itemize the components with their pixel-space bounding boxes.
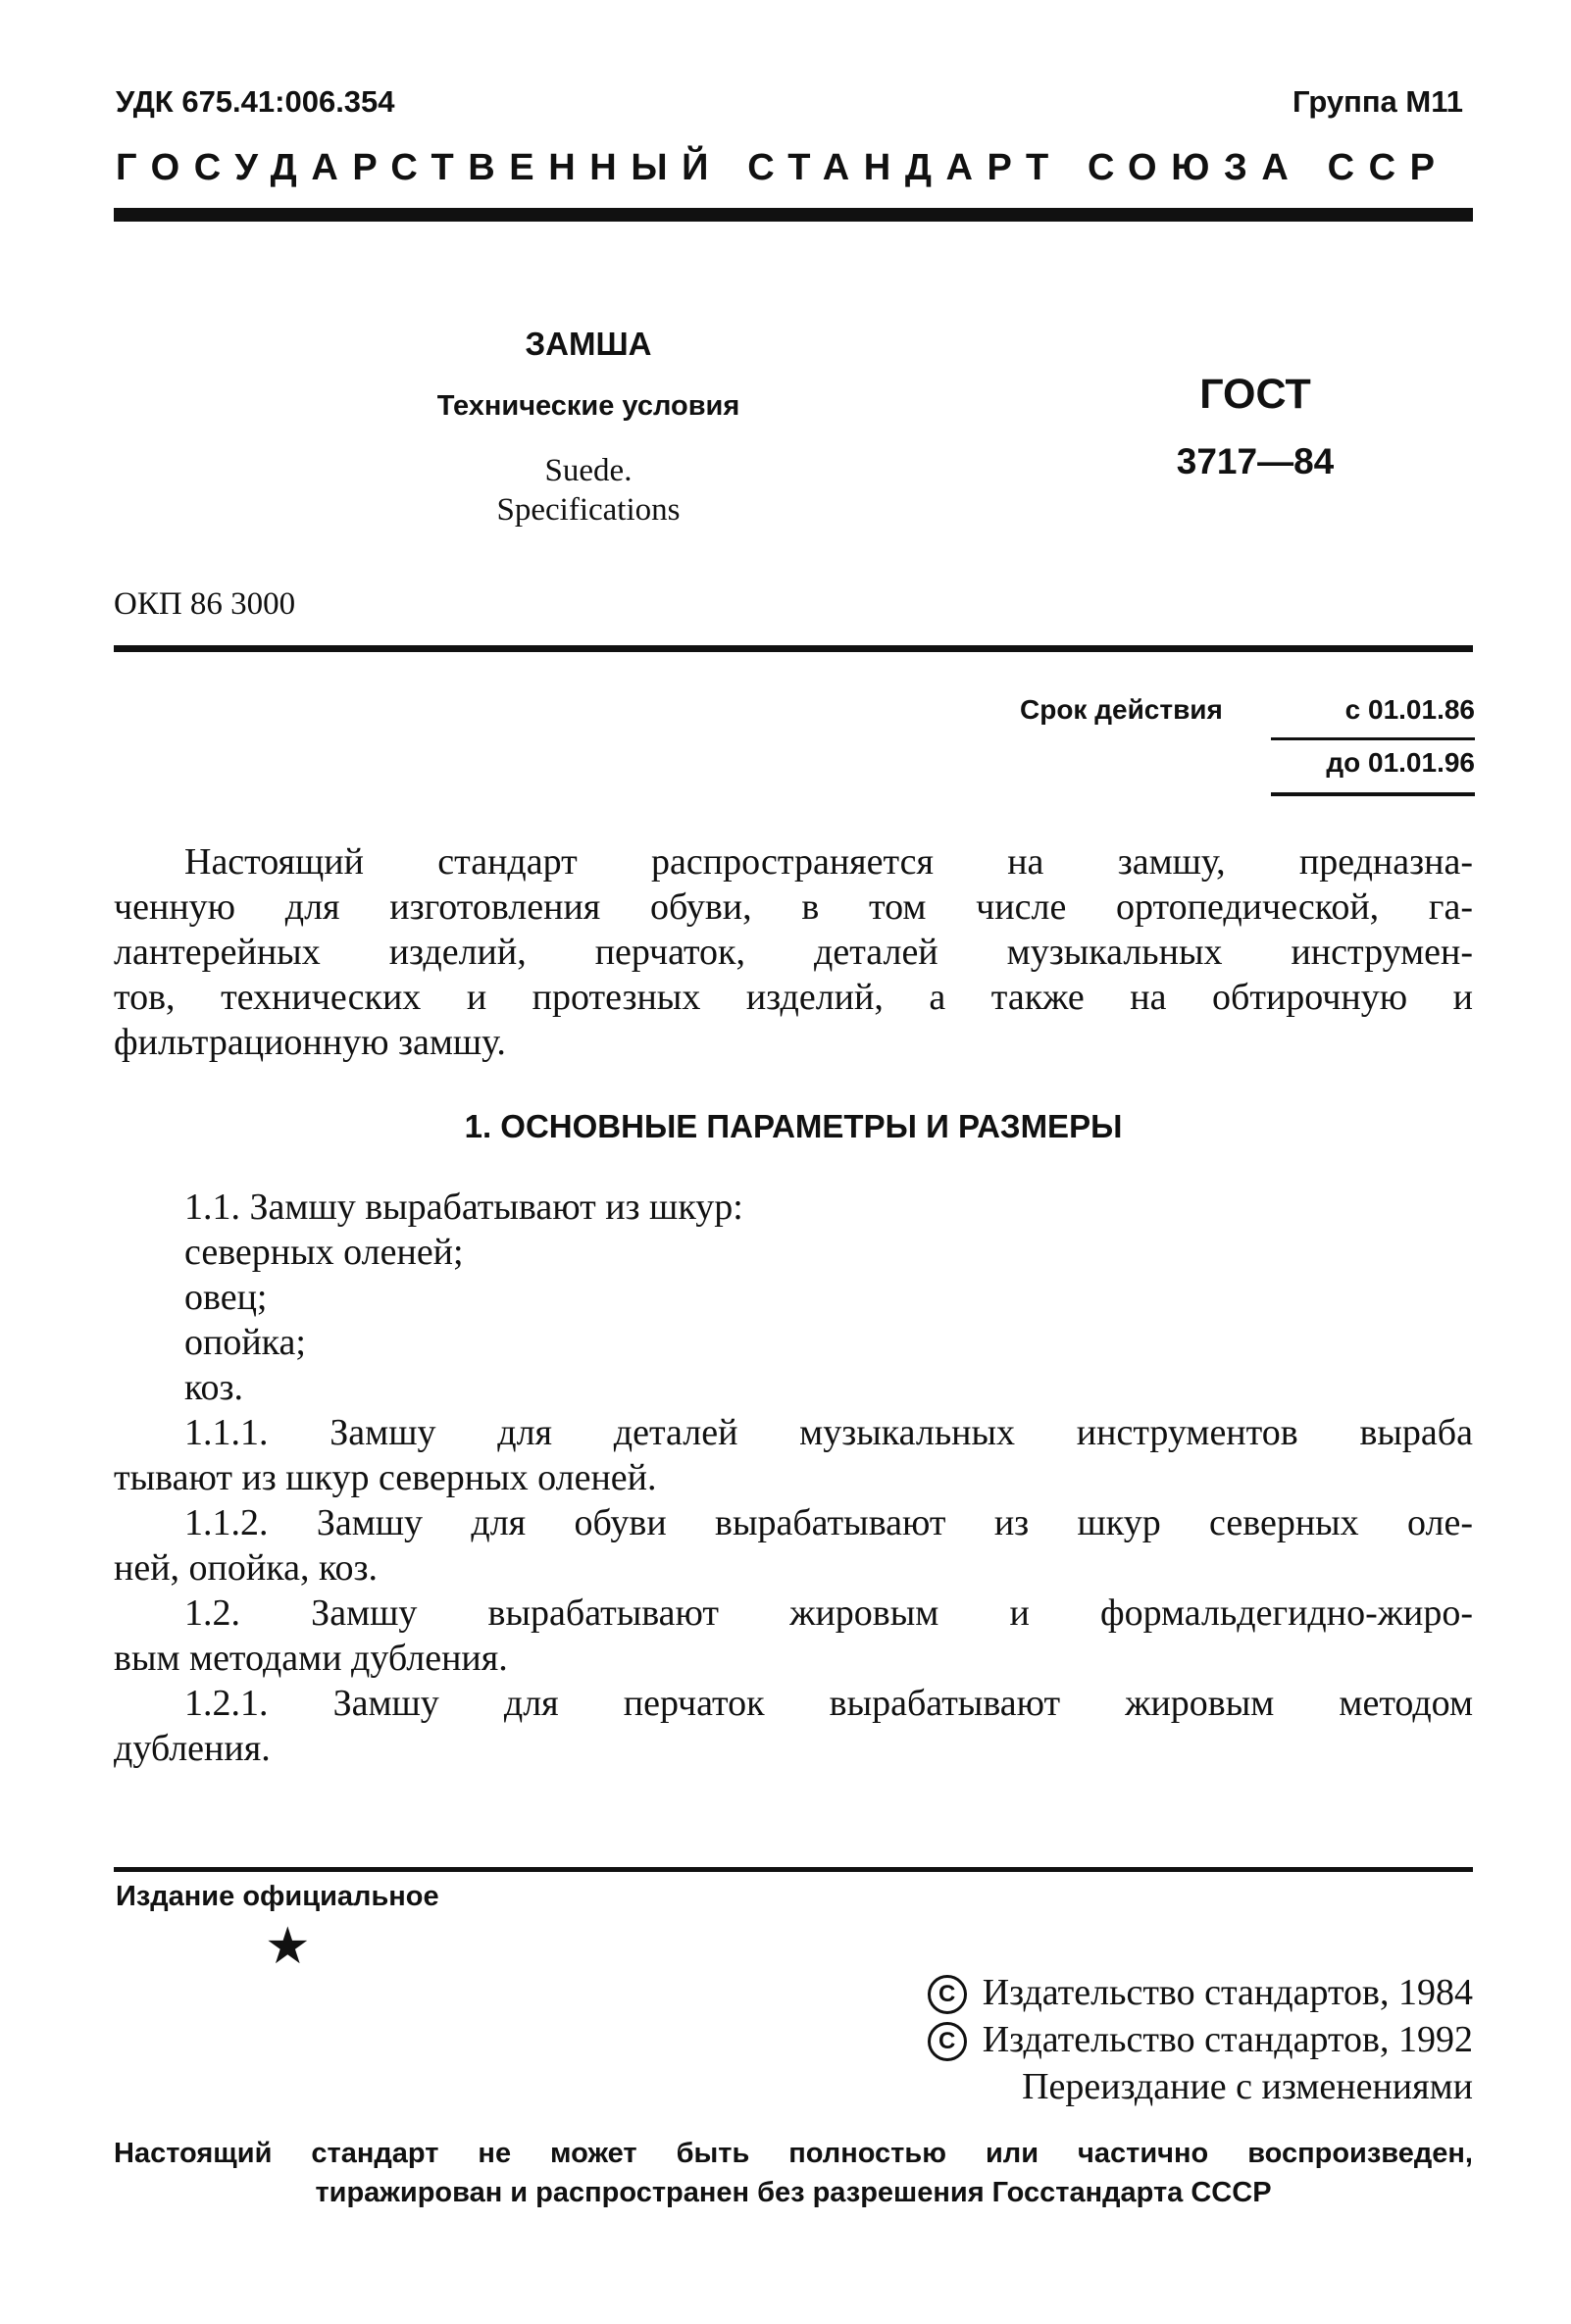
udk-code: УДК 675.41:006.354 [116, 84, 395, 119]
intro-line: ченную для изготовления обуви, в том числе ортопедической, га- [114, 886, 1473, 928]
clause-line: дубления. [114, 1728, 271, 1769]
clause-line: 1.1. Замшу вырабатывают из шкур: [184, 1187, 743, 1228]
copyright-text: Издательство стандартов, 1992 [982, 2019, 1473, 2060]
intro-line: Настоящий стандарт распространяется на замшу, предназна- [184, 841, 1473, 883]
clause-line: ней, опойка, коз. [114, 1547, 379, 1589]
validity-label: Срок действия [1020, 694, 1223, 725]
okp-code: ОКП 86 3000 [114, 586, 296, 622]
copyright-line-1992 [928, 2018, 1473, 2061]
intro-line: фильтрационную замшу. [114, 1022, 506, 1063]
copyright-icon: С [928, 2022, 967, 2061]
star-icon: ★ [265, 1919, 311, 1975]
reproduction-notice-line1: Настоящий стандарт не может быть полностью или частично воспроизведен, [114, 2138, 1473, 2169]
header-rule [114, 208, 1473, 222]
clause-line: тывают из шкур северных оленей. [114, 1457, 657, 1498]
section-heading: 1. ОСНОВНЫЕ ПАРАМЕТРЫ И РАЗМЕРЫ [464, 1108, 1123, 1144]
copyright-text: Издательство стандартов, 1984 [982, 1972, 1473, 2013]
clause-line: 1.2. Замшу вырабатывают жировым и формальдегидно-жиро- [184, 1592, 1473, 1634]
footer-rule [114, 1867, 1473, 1872]
validity-to: до 01.01.96 [1326, 747, 1475, 778]
reproduction-notice-line2: тиражирован и распространен без разрешения Госстандарта СССР [315, 2177, 1272, 2208]
validity-divider [1271, 737, 1475, 740]
state-standard-banner: ГОСУДАРСТВЕННЫЙ СТАНДАРТ СОЮЗА ССР [116, 147, 1449, 188]
list-item: коз. [184, 1367, 244, 1408]
validity-from: с 01.01.86 [1344, 694, 1475, 725]
document-title: ЗАМША [525, 326, 652, 362]
document-subtitle: Технические условия [436, 390, 740, 422]
clause-line: 1.1.2. Замшу для обуви вырабатывают из шкур северных оле- [184, 1502, 1473, 1543]
reprint-note: Переиздание с изменениями [1022, 2066, 1473, 2107]
copyright-icon: С [928, 1975, 967, 2014]
list-item: опойка; [184, 1322, 306, 1363]
intro-paragraph [114, 839, 1473, 1065]
gost-label: ГОСТ [1199, 371, 1311, 418]
gost-number: 3717—84 [1176, 441, 1335, 481]
clause-line: 1.1.1. Замшу для деталей музыкальных инструментов выраба [184, 1412, 1473, 1453]
official-edition-label: Издание официальное [116, 1881, 439, 1912]
clause-line: вым методами дубления. [114, 1638, 508, 1679]
section-body [114, 1185, 1473, 1771]
title-english-line2: Specifications [496, 492, 681, 528]
intro-line: лантерейных изделий, перчаток, деталей музыкальных инструмен- [114, 932, 1473, 973]
title-rule [114, 645, 1473, 652]
list-item: северных оленей; [184, 1232, 464, 1273]
list-item: овец; [184, 1277, 268, 1318]
group-code: Группа М11 [1292, 84, 1463, 119]
intro-line: тов, технических и протезных изделий, а также на обтирочную и [114, 977, 1473, 1018]
clause-line: 1.2.1. Замшу для перчаток вырабатывают жировым методом [184, 1683, 1473, 1724]
copyright-line-1984 [928, 1971, 1473, 2014]
title-english-line1: Suede. [544, 453, 633, 488]
validity-underline [1271, 792, 1475, 796]
